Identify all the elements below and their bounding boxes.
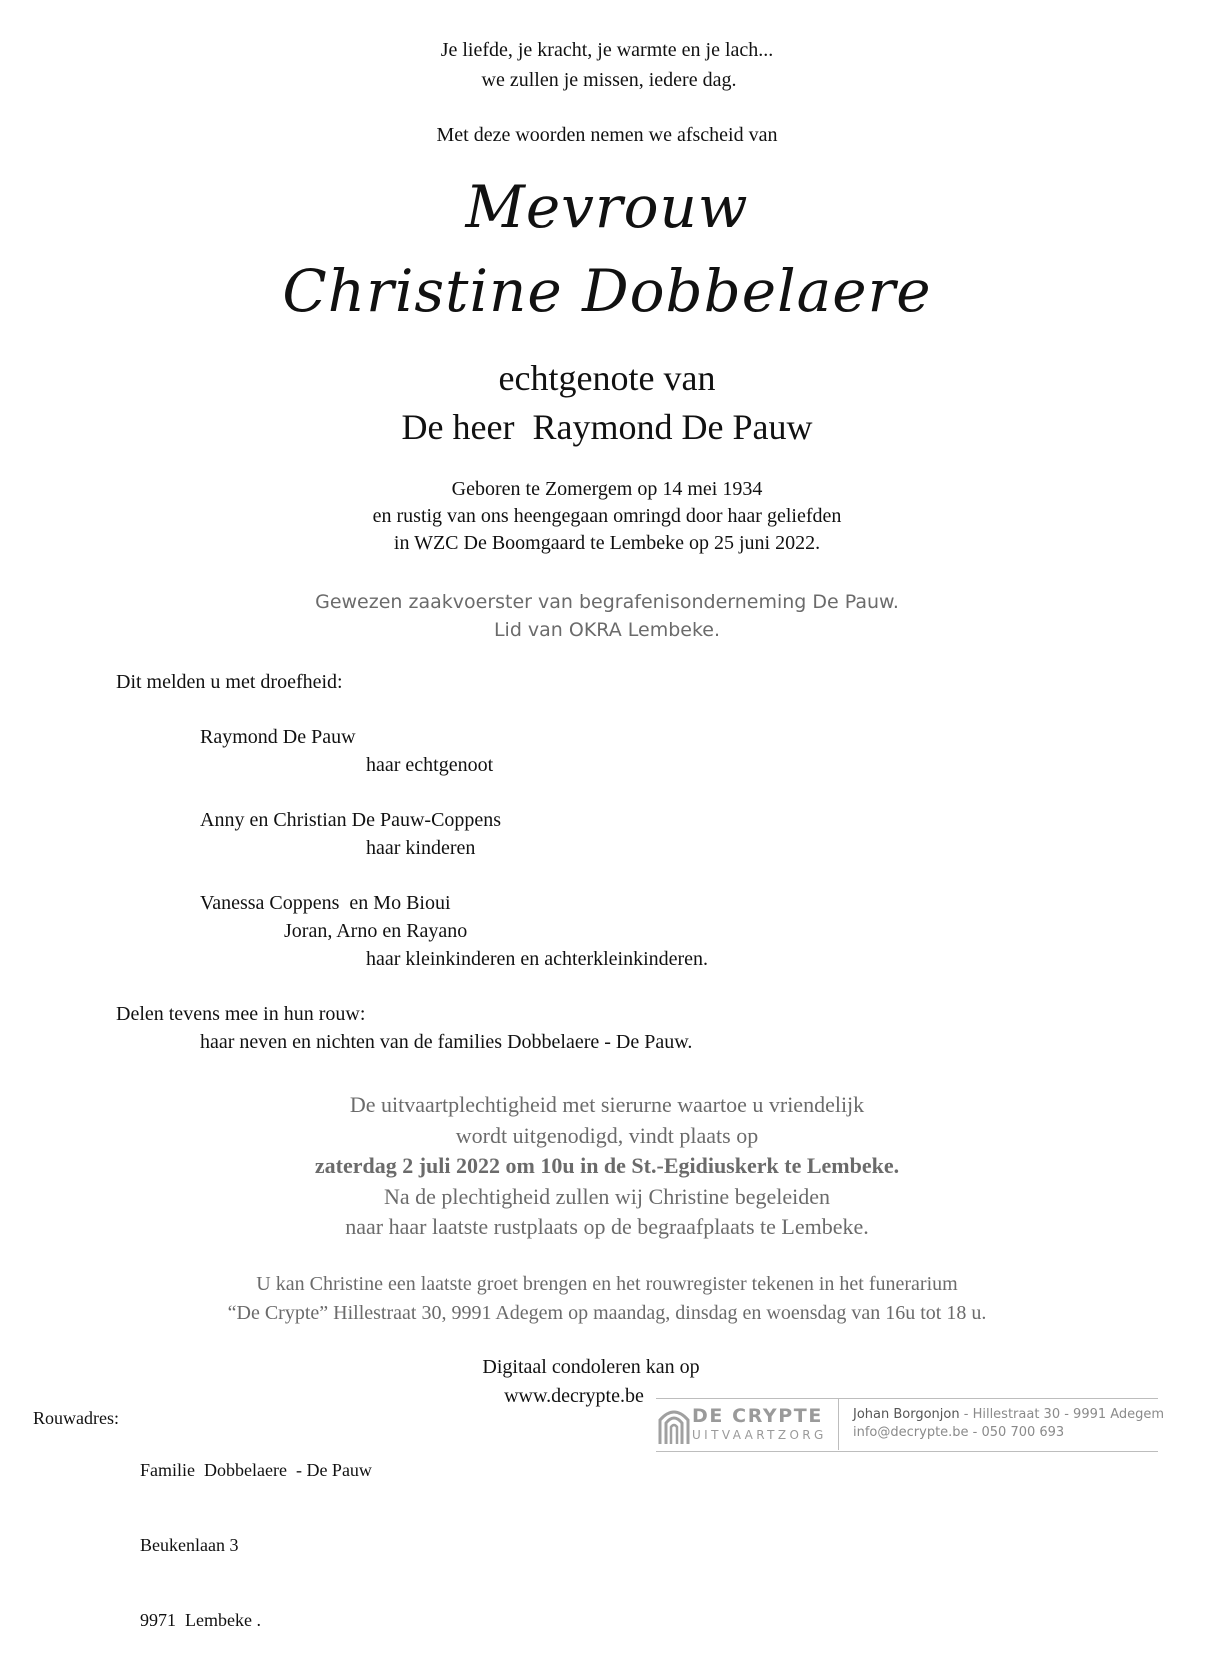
spouse-relation: echtgenote van [498,358,716,398]
family-name-2: Anny en Christian De Pauw-Coppens [200,809,502,831]
role-line-1: Gewezen zaakvoerster van begrafenisonderneming De Pauw. [315,591,899,613]
address-line-1: Familie Dobbelaere - De Pauw [140,1460,372,1480]
opening-line-1: Je liefde, je kracht, je warmte en je lach... [440,39,774,61]
address-line-2: Beukenlaan 3 [140,1535,239,1555]
life-details [0,476,1214,557]
banner-divider [838,1398,839,1450]
mourning-heading: Delen tevens mee in hun rouw: [116,1003,366,1025]
ceremony-line-1: De uitvaartplechtigheid met sierurne waartoe u vriendelijk [349,1092,865,1117]
ceremony-line-4: Na de plechtigheid zullen wij Christine begeleiden [384,1183,830,1209]
logo-subtitle: UITVAARTZORG [692,1428,827,1442]
farewell-intro: Met deze woorden nemen we afscheid van [436,124,778,146]
deceased-name: Christine Dobbelaere [282,257,932,325]
passing-line: en rustig van ons heengegaan omringd door haar geliefden [372,505,842,527]
roles [0,588,1214,644]
spouse-name: De heer Raymond De Pauw [401,407,813,447]
address-line-3: 9971 Lembeke . [140,1610,261,1630]
family-role-3: haar kleinkinderen en achterkleinkinderen. [366,948,709,970]
address-label: Rouwadres: [33,1408,119,1428]
birth-line: Geboren te Zomergem op 14 mei 1934 [451,478,763,500]
visit-line-1: U kan Christine een laatste groet brengen en het rouwregister tekenen in het funerarium [256,1273,958,1295]
crypte-arch-icon [658,1406,690,1444]
ceremony-date: zaterdag 2 juli 2022 om 10u in de St.-Egidiuskerk te Lembeke. [314,1153,900,1178]
role-line-2: Lid van OKRA Lembeke. [493,619,721,641]
contact-line-1 [853,1407,1164,1422]
announce-heading: Dit melden u met droefheid: [116,671,343,693]
contact-line-2: info@decrypte.be - 050 700 693 [853,1425,1065,1440]
logo-title: DE CRYPTE [692,1405,823,1427]
ceremony-line-2: wordt uitgenodigd, vindt plaats op [455,1122,759,1148]
mourning-text: haar neven en nichten van de families Dobbelaere - De Pauw. [200,1031,693,1053]
contact-address: - Hillestraat 30 - 9991 Adegem [959,1407,1165,1422]
online-label: Digitaal condoleren kan op [482,1356,700,1378]
family-name-1: Raymond De Pauw [200,726,356,748]
family-name-3: Vanessa Coppens en Mo Bioui [200,892,451,914]
online-url[interactable]: www.decrypte.be [504,1385,644,1407]
address-block [140,1408,372,1658]
ceremony-block [0,1090,1214,1243]
passing-place-line: in WZC De Boomgaard te Lembeke op 25 juni 2022. [393,532,821,554]
deceased-title: Mevrouw [465,173,749,241]
family-role-2: haar kinderen [366,837,476,859]
contact-name: Johan Borgonjon [853,1407,960,1422]
ceremony-line-5: naar haar laatste rustplaats op de begraafplaats te Lembeke. [345,1214,869,1239]
visit-block [0,1270,1214,1328]
visit-line-2: “De Crypte” Hillestraat 30, 9991 Adegem op maandag, dinsdag en woensdag van 16u tot 18 u. [227,1302,987,1324]
family-role-1: haar echtgenoot [366,754,494,776]
opening-verse [0,35,1214,95]
opening-line-2: we zullen je missen, iedere dag. [481,69,737,91]
family-sub-3: Joran, Arno en Rayano [284,920,468,942]
